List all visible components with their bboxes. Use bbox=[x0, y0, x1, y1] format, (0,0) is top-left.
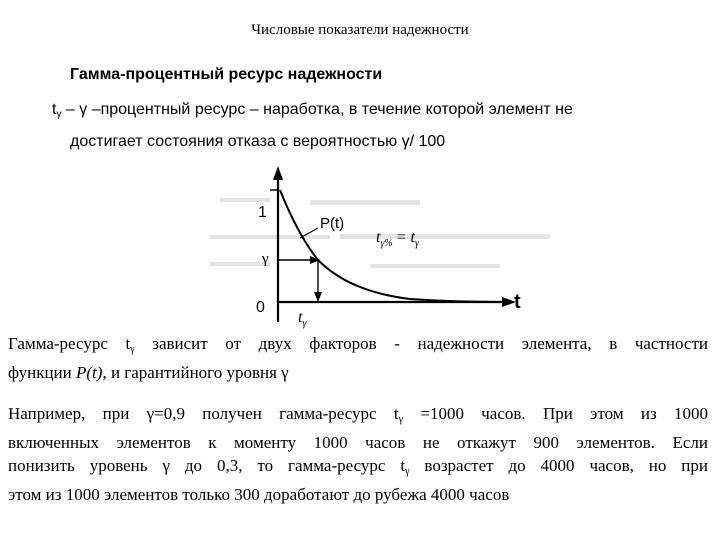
p2-line3-b: возрастет до 4000 часов, но при bbox=[409, 456, 708, 475]
curve-label: P(t) bbox=[320, 215, 345, 232]
label-one: 1 bbox=[258, 204, 267, 221]
page-title: Числовые показатели надежности bbox=[251, 22, 469, 38]
p2-line4: этом из 1000 элементов только 300 доработают до рубежа 4000 часов bbox=[8, 485, 510, 504]
label-gamma: γ bbox=[262, 251, 269, 267]
p2-line2: включенных элементов к моменту 1000 часов не откажут 900 элементов. Если bbox=[8, 433, 708, 452]
t-gamma-t: t bbox=[298, 309, 303, 326]
p1-line1-a: Гамма-ресурс t bbox=[8, 334, 131, 353]
formula-t: t bbox=[376, 229, 381, 246]
paragraph-example bbox=[8, 402, 708, 506]
reliability-diagram bbox=[190, 160, 570, 330]
p2-line1-a: Например, при γ=0,9 получен гамма-ресурс t bbox=[8, 404, 399, 423]
p1-line2-italic: P(t) bbox=[76, 363, 103, 382]
definition-line-2: достигает состояния отказа с вероятностью γ/ 100 bbox=[70, 133, 446, 150]
paragraph-dependency bbox=[8, 332, 708, 384]
reliability-figure bbox=[190, 160, 570, 330]
formula-sub: γ% bbox=[380, 238, 393, 249]
p1-line2-b: , и гарантийного уровня γ bbox=[102, 363, 289, 382]
x-axis-label: t bbox=[514, 291, 521, 313]
formula bbox=[376, 229, 420, 249]
definition-symbol-sub: γ bbox=[56, 109, 62, 120]
p1-line2-a: функции bbox=[8, 363, 76, 382]
p1-line1-b: зависит от двух факторов - надежности элемента, в частности bbox=[134, 334, 708, 353]
definition-text bbox=[52, 96, 672, 155]
p2-line3-sub: γ bbox=[405, 466, 410, 477]
p2-line1-sub: γ bbox=[398, 414, 404, 425]
y-axis-arrow bbox=[273, 166, 283, 180]
t-gamma-drop-arrow bbox=[314, 292, 322, 302]
formula-rest: = t bbox=[395, 229, 415, 246]
definition-line-1: – γ –процентный ресурс – наработка, в течение которой элемент не bbox=[61, 101, 573, 118]
label-zero: 0 bbox=[256, 299, 265, 316]
p2-line3-a: понизить уровень γ до 0,3, то гамма-ресурс t bbox=[8, 456, 406, 475]
section-heading: Гамма-процентный ресурс надежности bbox=[70, 66, 383, 83]
p1-line1-sub: γ bbox=[130, 344, 135, 355]
p2-line1-b: =1000 часов. При этом из 1000 bbox=[403, 404, 708, 423]
definition-symbol: t bbox=[52, 101, 57, 118]
formula-sub2: γ bbox=[414, 238, 419, 249]
t-gamma-label bbox=[298, 309, 307, 329]
t-gamma-sub: γ bbox=[302, 318, 307, 329]
